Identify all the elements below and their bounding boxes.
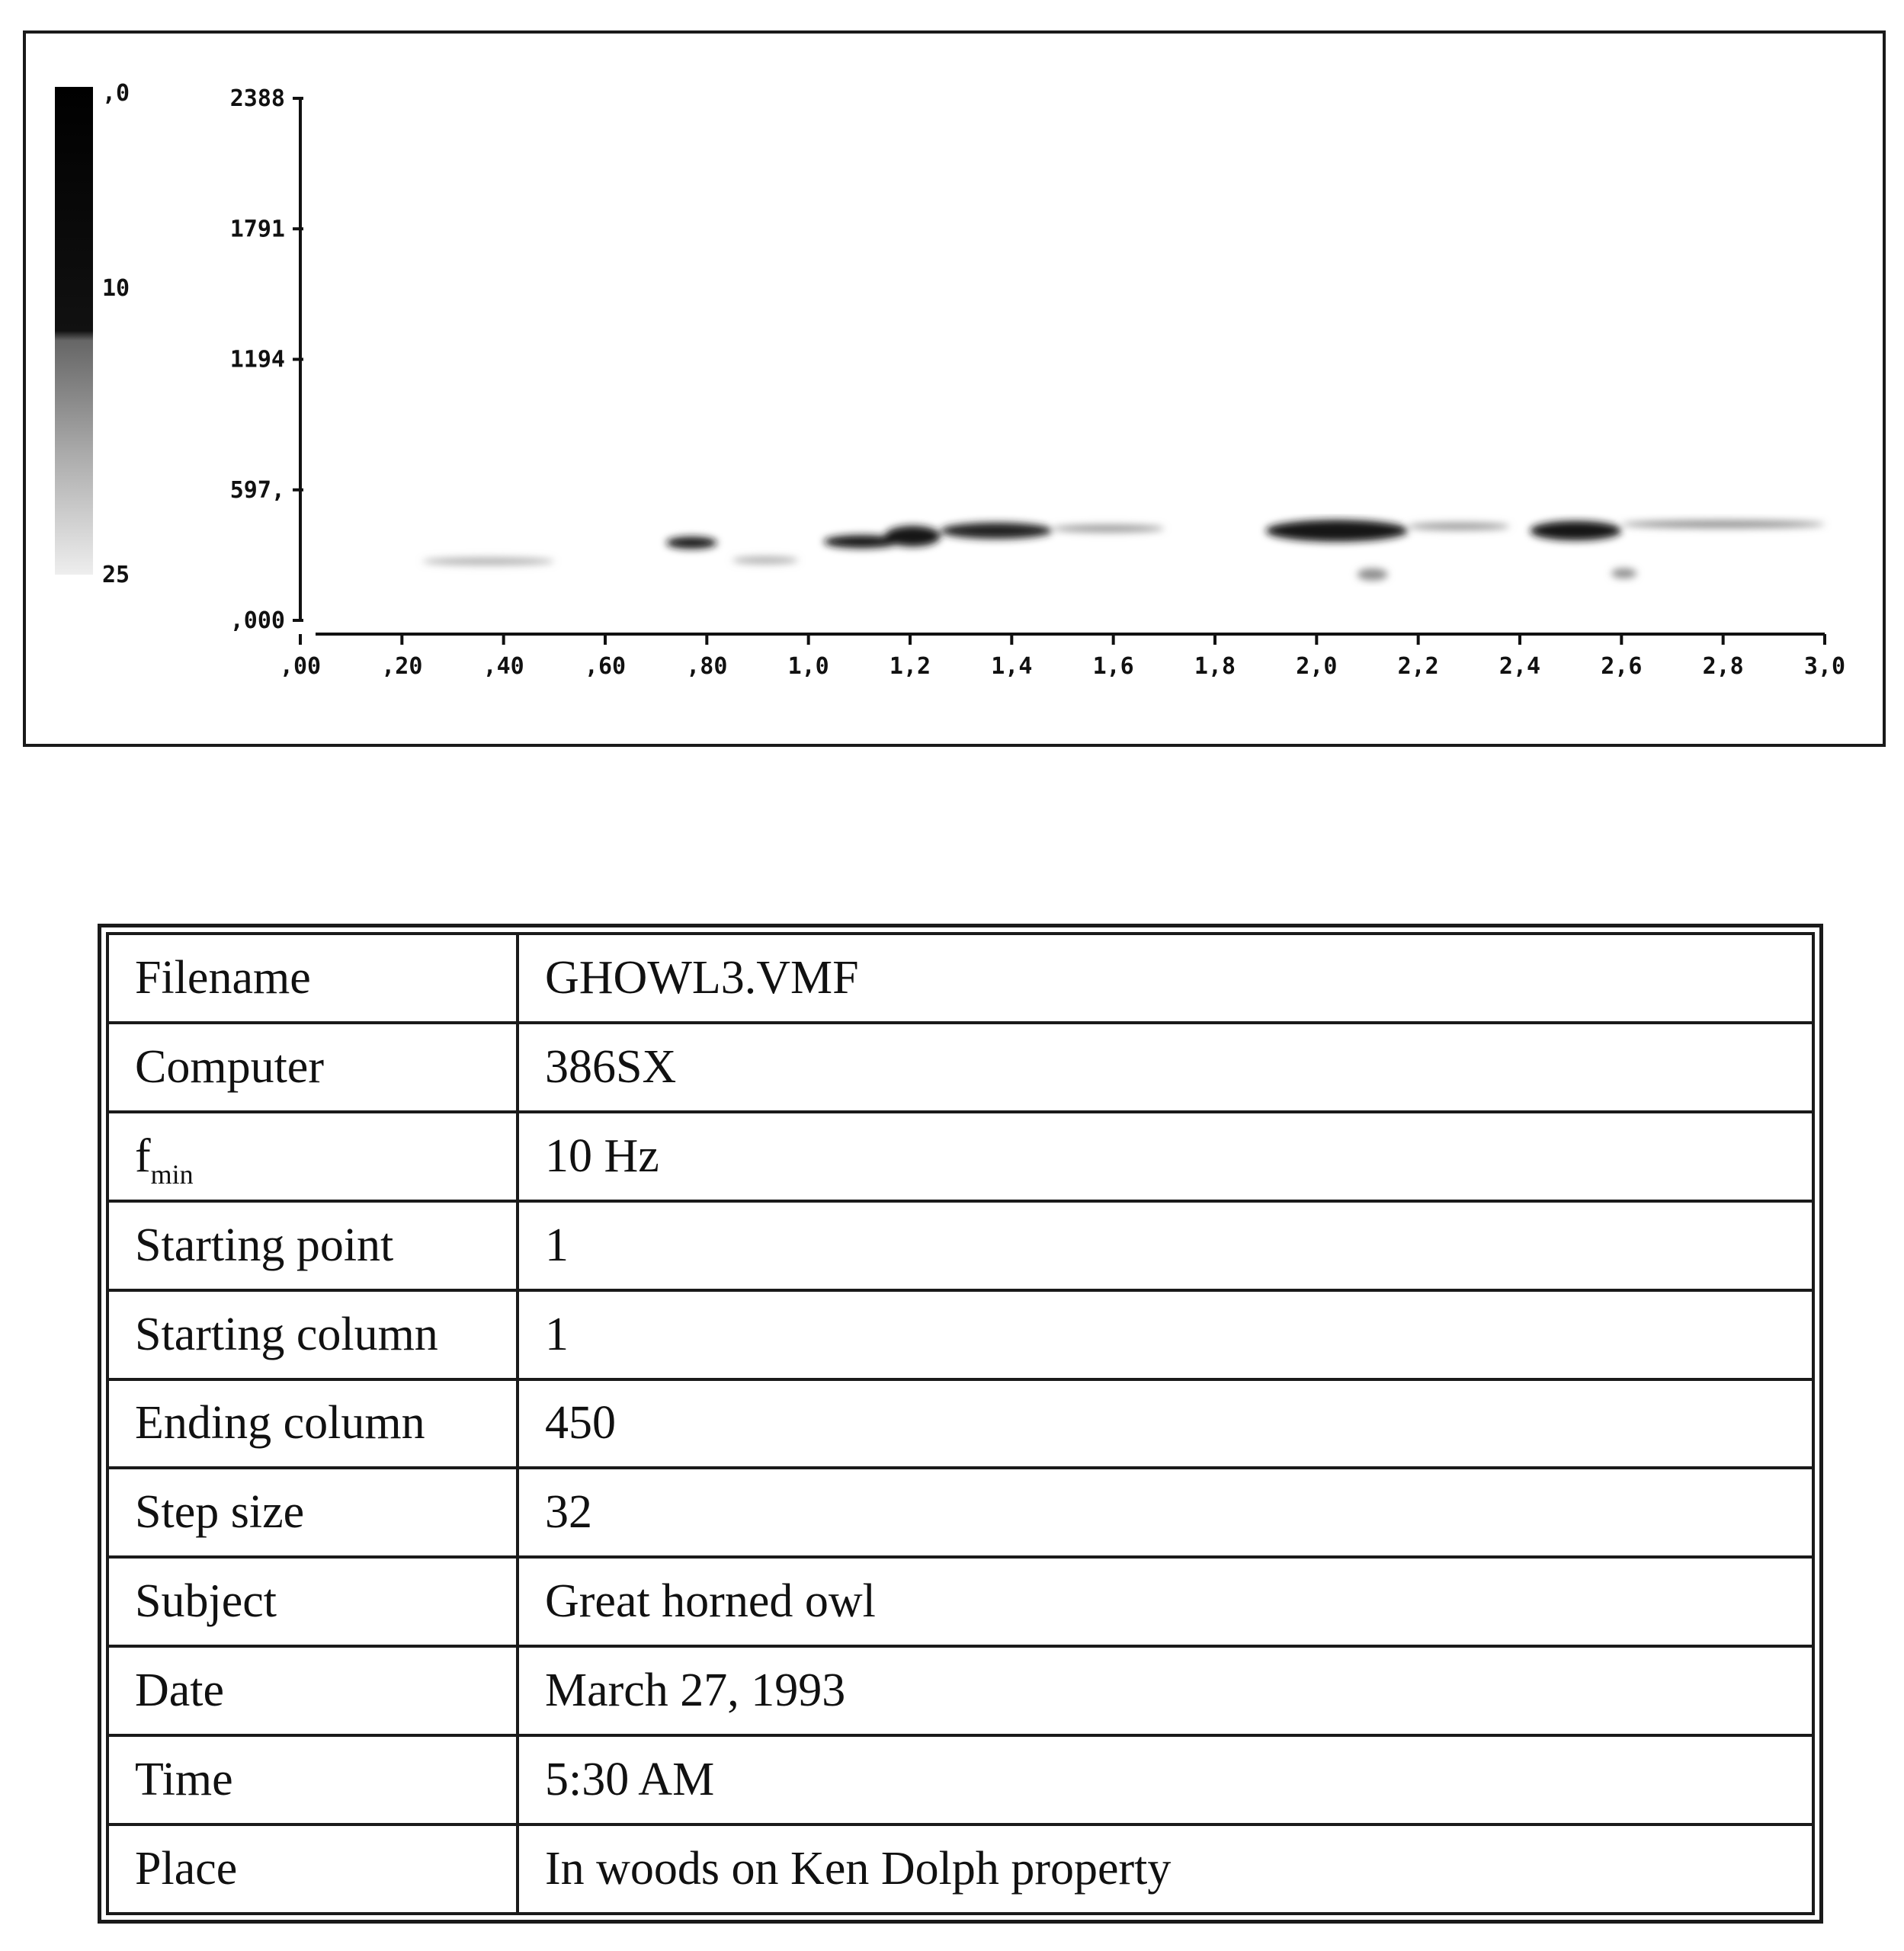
spectrogram-blob: [1621, 521, 1825, 528]
row-label-text: Starting point: [135, 1219, 394, 1271]
spectrogram-blob: [1530, 521, 1621, 540]
x-tick-label: 2,2: [1397, 653, 1439, 680]
row-label: [107, 1112, 518, 1201]
row-value: Great horned owl: [518, 1557, 1813, 1646]
y-tick-label: 1791: [229, 216, 285, 243]
spectrogram-chart: [26, 34, 1883, 744]
table-row: [107, 1379, 1813, 1469]
x-tick-label: ,00: [279, 653, 322, 680]
row-label: [107, 1379, 518, 1469]
row-label-text: Step size: [135, 1486, 305, 1539]
row-label-text: Subject: [135, 1575, 277, 1628]
x-tick-label: 1,2: [889, 653, 931, 680]
spectrogram-panel: [23, 30, 1886, 747]
y-tick-label: ,000: [229, 607, 285, 634]
row-label-text: f: [135, 1129, 151, 1182]
x-tick-label: ,60: [584, 653, 627, 680]
x-tick-label: ,80: [686, 653, 728, 680]
intensity-scale-label: 25: [102, 562, 130, 588]
row-label-text: Starting column: [135, 1308, 438, 1360]
row-label: [107, 1290, 518, 1379]
spectrogram-blob: [885, 526, 941, 546]
spectrogram-blob: [1408, 523, 1509, 530]
table-row: [107, 1646, 1813, 1735]
table-row: [107, 1468, 1813, 1557]
x-tick-label: 1,0: [787, 653, 829, 680]
table-row: [107, 1735, 1813, 1824]
x-tick-label: 2,8: [1702, 653, 1744, 680]
row-value: 5:30 AM: [518, 1735, 1813, 1824]
y-tick-label: 597,: [229, 476, 285, 504]
row-label: [107, 1735, 518, 1824]
row-value: In woods on Ken Dolph property: [518, 1824, 1813, 1914]
x-tick-label: 2,0: [1296, 653, 1338, 680]
row-value: GHOWL3.VMF: [518, 934, 1813, 1023]
y-tick-label: 2388: [229, 85, 285, 112]
table-row: [107, 1023, 1813, 1112]
row-label-text: Time: [135, 1754, 233, 1806]
row-label-subscript: min: [150, 1158, 194, 1190]
row-label: [107, 1824, 518, 1914]
intensity-scale-label: 10: [102, 275, 130, 302]
y-tick-label: 1194: [229, 346, 285, 373]
spectrogram-blob: [666, 537, 717, 549]
row-label-text: Computer: [135, 1040, 324, 1093]
spectrogram-blob: [1053, 525, 1165, 533]
row-label-text: Filename: [135, 951, 311, 1004]
x-tick-label: 2,6: [1601, 653, 1643, 680]
x-tick-label: ,20: [381, 653, 423, 680]
info-table: [106, 932, 1815, 1915]
intensity-scale: [55, 80, 130, 588]
row-label-text: Ending column: [135, 1397, 425, 1450]
spectrogram-blob: [1266, 520, 1409, 542]
intensity-scale-bar: [55, 87, 93, 575]
row-label: [107, 1646, 518, 1735]
table-row: [107, 1557, 1813, 1646]
row-label: [107, 934, 518, 1023]
spectrogram-blob: [732, 556, 799, 564]
table-row: [107, 1290, 1813, 1379]
recording-info-table: [98, 924, 1823, 1924]
spectrogram-blob: [1357, 569, 1388, 581]
x-tick-label: ,40: [482, 653, 524, 680]
table-row: [107, 1201, 1813, 1290]
row-label: [107, 1468, 518, 1557]
x-tick-label: 1,6: [1092, 653, 1134, 680]
row-label-text: Date: [135, 1664, 225, 1717]
row-value: 32: [518, 1468, 1813, 1557]
x-tick-label: 1,4: [991, 653, 1033, 680]
table-row: [107, 1112, 1813, 1201]
row-label: [107, 1023, 518, 1112]
chart-axes: [230, 85, 1845, 680]
row-value: 1: [518, 1290, 1813, 1379]
spectrogram-marks: [422, 520, 1825, 581]
row-value: March 27, 1993: [518, 1646, 1813, 1735]
row-value: 10 Hz: [518, 1112, 1813, 1201]
spectrogram-blob: [1611, 569, 1636, 578]
row-value: 386SX: [518, 1023, 1813, 1112]
spectrogram-blob: [941, 523, 1053, 540]
spectrogram-blob: [422, 558, 554, 565]
row-label: [107, 1201, 518, 1290]
table-row: [107, 1824, 1813, 1914]
row-label-text: Place: [135, 1843, 238, 1895]
table-row: [107, 934, 1813, 1023]
row-label: [107, 1557, 518, 1646]
intensity-scale-label: ,0: [102, 80, 130, 107]
x-tick-label: 1,8: [1194, 653, 1236, 680]
row-value: 1: [518, 1201, 1813, 1290]
row-value: 450: [518, 1379, 1813, 1469]
x-tick-label: 2,4: [1499, 653, 1541, 680]
x-tick-label: 3,0: [1803, 653, 1846, 680]
